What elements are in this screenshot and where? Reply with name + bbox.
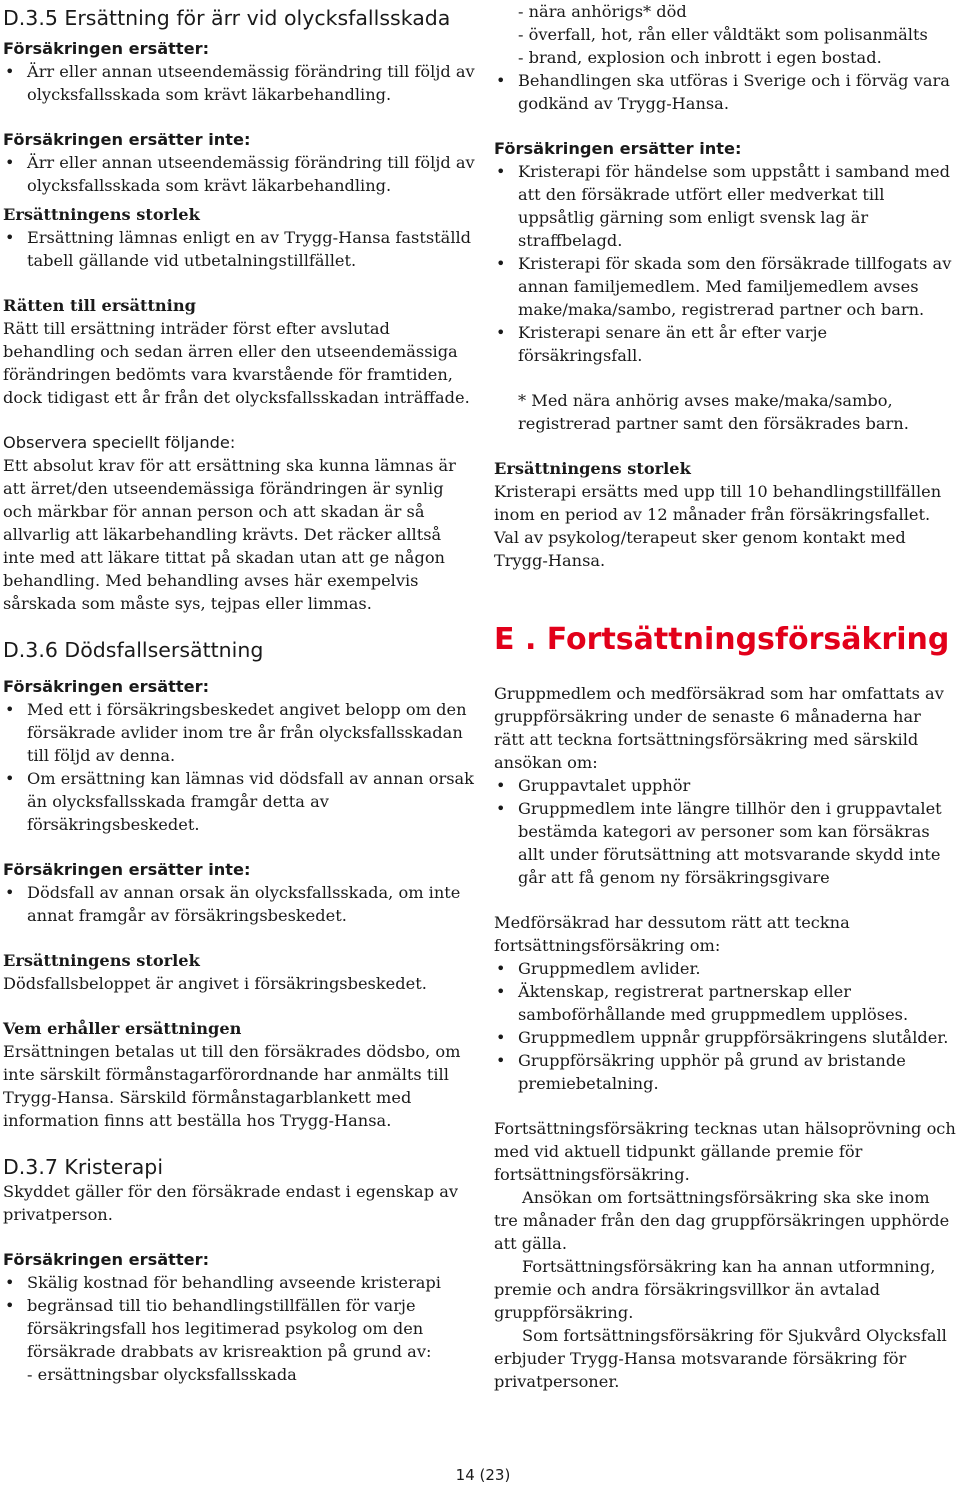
sub-line: - överfall, hot, rån eller våldtäkt som polisanmälts	[518, 25, 928, 44]
chapter-heading-e: E . Fortsättningsförsäkring	[494, 622, 950, 657]
d36-not-list	[3, 881, 475, 927]
e-paragraph-1: Fortsättningsförsäkring tecknas utan hälsoprövning och med vid aktuell tidpunkt gällande premie för fortsättningsförsäkring.	[494, 1119, 956, 1184]
left-column	[3, 0, 475, 1386]
list-item: • Behandlingen ska utföras i Sverige och i förväg vara godkänd av Trygg-Hansa.	[494, 69, 956, 115]
e-paragraph-3: Fortsättningsförsäkring kan ha annan utformning, premie och andra försäkringsvillkor än avtalad gruppförsäkring.	[494, 1257, 936, 1322]
not-covers-list	[3, 151, 475, 197]
list-item: • Gruppförsäkring upphör på grund av bristande premiebetalning.	[494, 1049, 956, 1095]
d36-recv-text: Ersättningen betalas ut till den försäkrades dödsbo, om inte särskilt förmånstagarförordnande har anmälts till Trygg-Hansa. Särskild förmånstagarblankett med information finns att beställa hos Trygg-Hansa.	[3, 1042, 461, 1130]
d37-covers-list	[3, 1271, 475, 1363]
covers-label: Försäkringen ersätter:	[3, 39, 210, 58]
d37-sub-line: - ersättningsbar olycksfallsskada	[27, 1365, 297, 1384]
size-label: Ersättningens storlek	[494, 459, 691, 478]
d37-intro: Skyddet gäller för den försäkrade endast i egenskap av privatperson.	[3, 1182, 458, 1224]
sub-line: - nära anhörigs* död	[518, 2, 687, 21]
section-heading-d36: D.3.6 Dödsfallsersättning	[3, 638, 264, 662]
d36-covers-list	[3, 698, 475, 836]
e-intro-2: Medförsäkrad har dessutom rätt att teckna fortsättningsförsäkring om:	[494, 913, 850, 955]
list-item: • Gruppmedlem inte längre tillhör den i gruppavtalet bestämda kategori av personer som kan försäkras allt under förutsättning att motsvarande skydd inte går att få genom ny försäkringsgivare	[494, 797, 956, 889]
list-item: • Med ett i försäkringsbeskedet angivet belopp om den försäkrade avlider inom tre år från olycksfallsskadan till följd av denna.	[3, 698, 475, 767]
list-item: • Ersättning lämnas enligt en av Trygg-Hansa fastställd tabell gällande vid utbetalningstillfället.	[3, 226, 475, 272]
list-item: • Ärr eller annan utseendemässig förändring till följd av olycksfallsskada som krävt läkarbehandling.	[3, 151, 475, 197]
observe-label: Observera speciellt följande:	[3, 433, 236, 452]
e-intro: Gruppmedlem och medförsäkrad som har omfattats av gruppförsäkring under de senaste 6 månaderna har rätt att teckna fortsättningsförsäkring med särskild ansökan om:	[494, 684, 944, 772]
e-list-1	[494, 774, 956, 889]
e-list-2	[494, 957, 956, 1095]
items1-list	[494, 69, 956, 115]
list-item: • Kristerapi för händelse som uppstått i samband med att den försäkrade utfört eller medverkat till uppsåtlig gärning som enligt svensk lag är straffbelagd.	[494, 160, 956, 252]
list-item: • Skälig kostnad för behandling avseende kristerapi	[3, 1271, 475, 1294]
not-covers-label: Försäkringen ersätter inte:	[3, 130, 251, 149]
right-text: Rätt till ersättning inträder först efter avslutad behandling och sedan ärren eller den utseendemässiga förändringen bedömts vara kvarstående för framtiden, dock tidigast ett år från det olycksfallsskadan inträffade.	[3, 319, 470, 407]
list-item: • Gruppavtalet upphör	[494, 774, 956, 797]
list-item: • Ärr eller annan utseendemässig förändring till följd av olycksfallsskada som krävt läkarbehandling.	[3, 60, 475, 106]
d36-size-label: Ersättningens storlek	[3, 951, 200, 970]
e-paragraph-4: Som fortsättningsförsäkring för Sjukvård Olycksfall erbjuder Trygg-Hansa motsvarande försäkring för privatpersoner.	[494, 1326, 947, 1391]
page-number: 14 (23)	[455, 1466, 511, 1484]
covers-list	[3, 60, 475, 106]
observe-text: Ett absolut krav för att ersättning ska kunna lämnas är att ärret/den utseendemässiga förändringen är synlig och märkbar för annan person och att skadan är så allvarlig att läkarbehandling krävts. Det räcker alltså inte med att läkare tittat på skadan utan att ge någon behandling. Med behandling avses här exempelvis sårskada som måste sys, tejpas eller limmas.	[3, 456, 456, 613]
d36-covers-label: Försäkringen ersätter:	[3, 677, 210, 696]
list-item: • Kristerapi för skada som den försäkrade tillfogats av annan familjemedlem. Med familjemedlem avses make/maka/sambo, registrerad partner och barn.	[494, 252, 956, 321]
list-item: • Äktenskap, registrerat partnerskap eller samboförhållande med gruppmedlem upplöses.	[494, 980, 956, 1026]
size-label: Ersättningens storlek	[3, 205, 200, 224]
right-column	[494, 0, 956, 1393]
d37-covers-label: Försäkringen ersätter:	[3, 1250, 210, 1269]
d36-not-label: Försäkringen ersätter inte:	[3, 860, 251, 879]
not-label: Försäkringen ersätter inte:	[494, 139, 742, 158]
d36-size-text: Dödsfallsbeloppet är angivet i försäkringsbeskedet.	[3, 974, 427, 993]
list-item: • Om ersättning kan lämnas vid dödsfall av annan orsak än olycksfallsskada framgår detta av försäkringsbeskedet.	[3, 767, 475, 836]
section-heading-d37: D.3.7 Kristerapi	[3, 1155, 164, 1179]
list-item: • Kristerapi senare än ett år efter varje försäkringsfall.	[494, 321, 956, 367]
sub-line: - brand, explosion och inbrott i egen bostad.	[518, 48, 882, 67]
size-text: Kristerapi ersätts med upp till 10 behandlingstillfällen inom en period av 12 månader från försäkringsfallet. Val av psykolog/terapeut sker genom kontakt med Trygg-Hansa.	[494, 482, 942, 570]
list-item: • Dödsfall av annan orsak än olycksfallsskada, om inte annat framgår av försäkringsbeskedet.	[3, 881, 475, 927]
footnote: * Med nära anhörig avses make/maka/sambo, registrerad partner samt den försäkrades barn.	[518, 391, 909, 433]
right-label: Rätten till ersättning	[3, 296, 196, 315]
list-item: • Gruppmedlem uppnår gruppförsäkringens slutålder.	[494, 1026, 956, 1049]
section-heading-d35: D.3.5 Ersättning för ärr vid olycksfallsskada	[3, 6, 451, 30]
list-item: • begränsad till tio behandlingstillfällen för varje försäkringsfall hos legitimerad psykolog om den försäkrade drabbats av krisreaktion på grund av:	[3, 1294, 475, 1363]
not-list	[494, 160, 956, 367]
list-item: • Gruppmedlem avlider.	[494, 957, 956, 980]
d36-recv-label: Vem erhåller ersättningen	[3, 1019, 242, 1038]
e-paragraph-2: Ansökan om fortsättningsförsäkring ska ske inom tre månader från den dag gruppförsäkringen upphörde att gälla.	[494, 1188, 950, 1253]
size-list	[3, 226, 475, 272]
